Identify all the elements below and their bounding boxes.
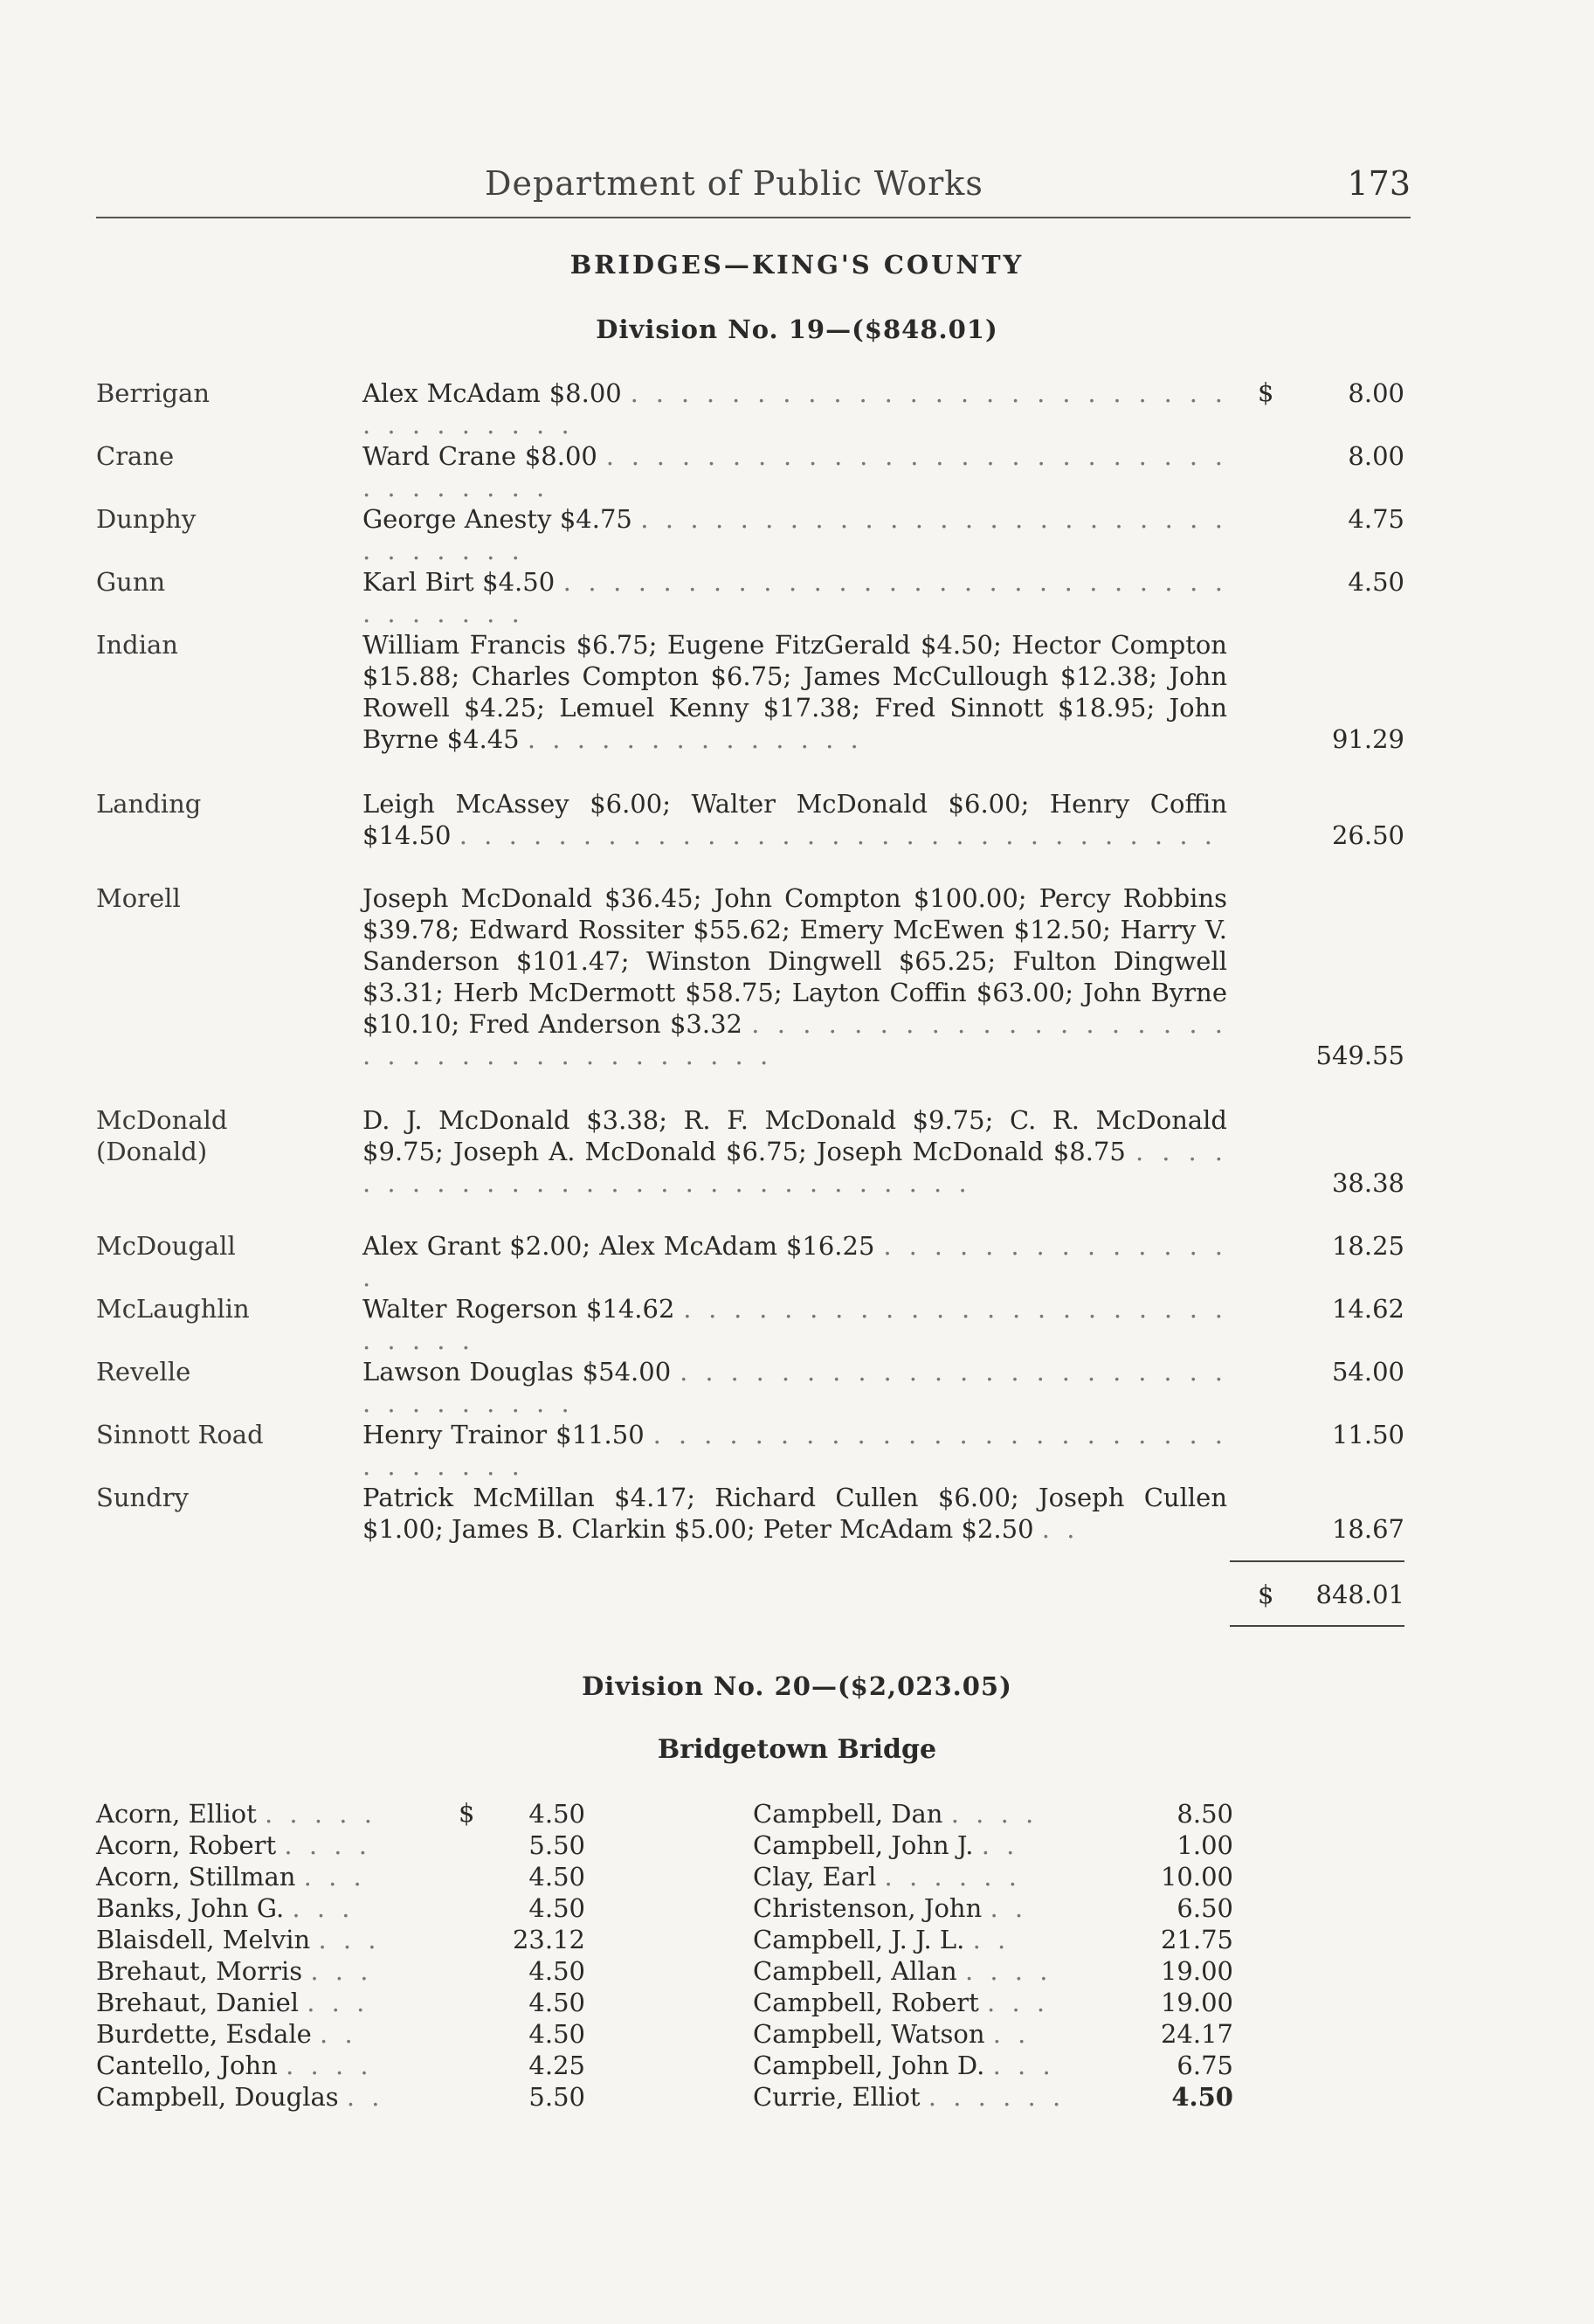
payee-name: Burdette, Esdale . . xyxy=(96,2019,357,2049)
payee-amount: 4.25 xyxy=(528,2051,585,2080)
entry-amount: 26.50 xyxy=(1331,820,1404,850)
entry-amount: 91.29 xyxy=(1331,724,1404,754)
entry-amount: 8.00 xyxy=(1348,441,1404,471)
division-19-title: Division No. 19—($848.01) xyxy=(596,315,998,344)
payee-name: Banks, John G. . . . xyxy=(96,1893,355,1923)
total-dollar-sign: $ xyxy=(1258,1580,1274,1609)
payee-amount: 4.50 xyxy=(528,1893,585,1923)
entry-amount: 14.62 xyxy=(1331,1294,1404,1324)
entry-amount: 11.50 xyxy=(1331,1420,1404,1449)
payee-amount: 19.00 xyxy=(1160,1988,1233,2017)
payee-amount: 6.50 xyxy=(1177,1893,1233,1923)
payee-name: Blaisdell, Melvin . . . xyxy=(96,1925,381,1954)
entry-amount: 4.75 xyxy=(1348,504,1404,534)
entry-amount: 18.67 xyxy=(1331,1514,1404,1544)
running-header-title: Department of Public Works xyxy=(485,164,983,203)
payee-amount: 4.50 xyxy=(528,2019,585,2049)
list-item xyxy=(96,1892,585,1924)
entry-location: Dunphy xyxy=(96,504,197,534)
entry-location: Berrigan xyxy=(96,378,210,408)
list-item xyxy=(753,1861,1233,1892)
payee-list-left xyxy=(96,1798,585,2113)
payee-amount: 1.00 xyxy=(1177,1830,1233,1860)
entry-location: McLaughlin xyxy=(96,1294,250,1324)
payee-amount: 19.00 xyxy=(1160,1956,1233,1986)
dollar-sign: $ xyxy=(459,1798,475,1828)
entry-description: Joseph McDonald $36.45; John Compton $100.00; Percy Robbins $39.78; Edward Rossiter $55.62; Emery McEwen $12.50; Harry V. Sanderson $101.47; Winston Dingwell $65.25; Fulton Dingwell $3.31; Herb McDermott $58.75; Layton Coffin $63.00; John Byrne $10.10; Fred Anderson $3.32 . . . . . . . . . . . . . . . . . . . . . . . . . . . . . . . . . . . . xyxy=(362,883,1228,1070)
page-number: 173 xyxy=(1347,164,1411,203)
payee-amount: 4.50 xyxy=(528,1862,585,1892)
payee-amount: 21.75 xyxy=(1160,1925,1233,1954)
payee-amount: 4.50 xyxy=(528,1956,585,1986)
payee-name: Currie, Elliot . . . . . . xyxy=(753,2082,1066,2112)
payee-name: Campbell, Allan . . . . xyxy=(753,1956,1052,1986)
list-item xyxy=(753,2018,1233,2050)
list-item xyxy=(753,1955,1233,1987)
list-item xyxy=(96,2050,585,2081)
payee-name: Clay, Earl . . . . . . xyxy=(753,1862,1021,1892)
payee-name: Campbell, John J. . . xyxy=(753,1830,1019,1860)
payee-name: Acorn, Stillman . . . xyxy=(96,1862,366,1892)
entry-description: George Anesty $4.75 . . . . . . . . . . . . . . . . . . . . . . . . . . . . . . . xyxy=(362,504,1227,565)
entry-description: Leigh McAssey $6.00; Walter McDonald $6.00; Henry Coffin $14.50 . . . . . . . . . . . . . . . . . . . . . . . . . . . . . . . xyxy=(362,789,1227,850)
entry-description: Alex Grant $2.00; Alex McAdam $16.25 . . . . . . . . . . . . . . . xyxy=(362,1231,1227,1292)
list-item xyxy=(96,1924,585,1955)
entry-description: Alex McAdam $8.00 . . . . . . . . . . . . . . . . . . . . . . . . . . . . . . . . . xyxy=(362,378,1228,439)
payee-name: Acorn, Elliot . . . . . xyxy=(96,1799,376,1829)
entry-amount: 18.25 xyxy=(1331,1231,1404,1261)
list-item xyxy=(96,2018,585,2050)
division-19-total: 848.01 xyxy=(1315,1580,1404,1609)
entry-location: McDonald (Donald) xyxy=(96,1105,228,1166)
payee-amount: 5.50 xyxy=(528,2082,585,2112)
entry-amount: 549.55 xyxy=(1315,1041,1404,1070)
entry-location: Gunn xyxy=(96,567,166,597)
list-item xyxy=(753,1924,1233,1955)
payee-name: Campbell, John D. . . . xyxy=(753,2051,1055,2080)
payee-name: Acorn, Robert . . . . xyxy=(96,1830,371,1860)
list-item xyxy=(96,2081,585,2113)
entry-amount: 38.38 xyxy=(1331,1168,1404,1198)
entry-location: Morell xyxy=(96,883,181,913)
running-header xyxy=(96,164,1411,218)
entry-location: McDougall xyxy=(96,1231,236,1261)
list-item xyxy=(96,1955,585,1987)
entry-location: Indian xyxy=(96,630,178,660)
subtotal-rule xyxy=(1230,1560,1404,1562)
entry-location: Sundry xyxy=(96,1483,190,1512)
payee-name: Campbell, Watson . . xyxy=(753,2019,1031,2049)
entry-amount: 4.50 xyxy=(1348,567,1404,597)
list-item xyxy=(753,1892,1233,1924)
entry-location: Sinnott Road xyxy=(96,1420,264,1449)
entry-description: D. J. McDonald $3.38; R. F. McDonald $9.75; C. R. McDonald $9.75; Joseph A. McDonald $6.75; Joseph McDonald $8.75 . . . . . . . . . . . . . . . . . . . . . . . . . . . . . xyxy=(362,1105,1228,1198)
payee-name: Campbell, Dan . . . . xyxy=(753,1799,1039,1829)
entry-description: Karl Birt $4.50 . . . . . . . . . . . . . . . . . . . . . . . . . . . . . . . . . . xyxy=(362,567,1228,628)
payee-amount: 24.17 xyxy=(1160,2019,1233,2049)
payee-name: Brehaut, Morris . . . xyxy=(96,1956,373,1986)
division-20-title: Division No. 20—($2,023.05) xyxy=(582,1671,1012,1701)
entry-description: Henry Trainor $11.50 . . . . . . . . . . . . . . . . . . . . . . . . . . . . . . xyxy=(362,1420,1227,1481)
payee-amount: 4.50 xyxy=(1171,2082,1233,2112)
entry-description: Walter Rogerson $14.62 . . . . . . . . . . . . . . . . . . . . . . . . . . . xyxy=(362,1294,1228,1355)
entry-description: William Francis $6.75; Eugene FitzGerald $4.50; Hector Compton $15.88; Charles Compton $6.75; James McCullough $12.38; John Rowell $4.25; Lemuel Kenny $17.38; Fred Sinnott $18.95; John Byrne $4.45 . . . . . . . . . . . . . . xyxy=(362,630,1227,754)
payee-name: Brehaut, Daniel . . . xyxy=(96,1988,369,2017)
payee-amount: 4.50 xyxy=(528,1799,585,1829)
entry-amount: 8.00 xyxy=(1348,378,1404,408)
section-title: BRIDGES—KING'S COUNTY xyxy=(569,250,1025,280)
list-item xyxy=(753,2050,1233,2081)
payee-amount: 10.00 xyxy=(1160,1862,1233,1892)
list-item xyxy=(96,1861,585,1892)
payee-list-right xyxy=(753,1798,1233,2113)
list-item xyxy=(96,1798,585,1829)
entry-amount: 54.00 xyxy=(1331,1357,1404,1387)
payee-name: Campbell, Douglas . . xyxy=(96,2082,384,2112)
payee-amount: 6.75 xyxy=(1177,2051,1233,2080)
dollar-sign: $ xyxy=(1258,377,1274,407)
entry-location: Revelle xyxy=(96,1357,191,1387)
list-item xyxy=(96,1987,585,2018)
list-item xyxy=(753,2081,1233,2113)
entry-description: Lawson Douglas $54.00 . . . . . . . . . . . . . . . . . . . . . . . . . . . . . . . xyxy=(362,1357,1228,1418)
payee-amount: 4.50 xyxy=(528,1988,585,2017)
payee-amount: 8.50 xyxy=(1177,1799,1233,1829)
payee-name: Christenson, John . . xyxy=(753,1893,1028,1923)
entry-description: Ward Crane $8.00 . . . . . . . . . . . . . . . . . . . . . . . . . . . . . . . . . xyxy=(362,441,1227,502)
payee-name: Campbell, J. J. L. . . xyxy=(753,1925,1011,1954)
bridge-title: Bridgetown Bridge xyxy=(657,1734,937,1765)
payee-amount: 23.12 xyxy=(512,1925,585,1954)
entry-location: Crane xyxy=(96,441,175,471)
payee-name: Cantello, John . . . . xyxy=(96,2051,373,2080)
total-rule xyxy=(1230,1625,1404,1627)
payee-amount: 5.50 xyxy=(528,1830,585,1860)
entry-description: Patrick McMillan $4.17; Richard Cullen $6.00; Joseph Cullen $1.00; James B. Clarkin $5.00; Peter McAdam $2.50 . . xyxy=(362,1483,1227,1544)
list-item xyxy=(753,1798,1233,1829)
list-item xyxy=(96,1829,585,1861)
payee-name: Campbell, Robert . . . xyxy=(753,1988,1050,2017)
entry-location: Landing xyxy=(96,789,202,819)
list-item xyxy=(753,1829,1233,1861)
list-item xyxy=(753,1987,1233,2018)
